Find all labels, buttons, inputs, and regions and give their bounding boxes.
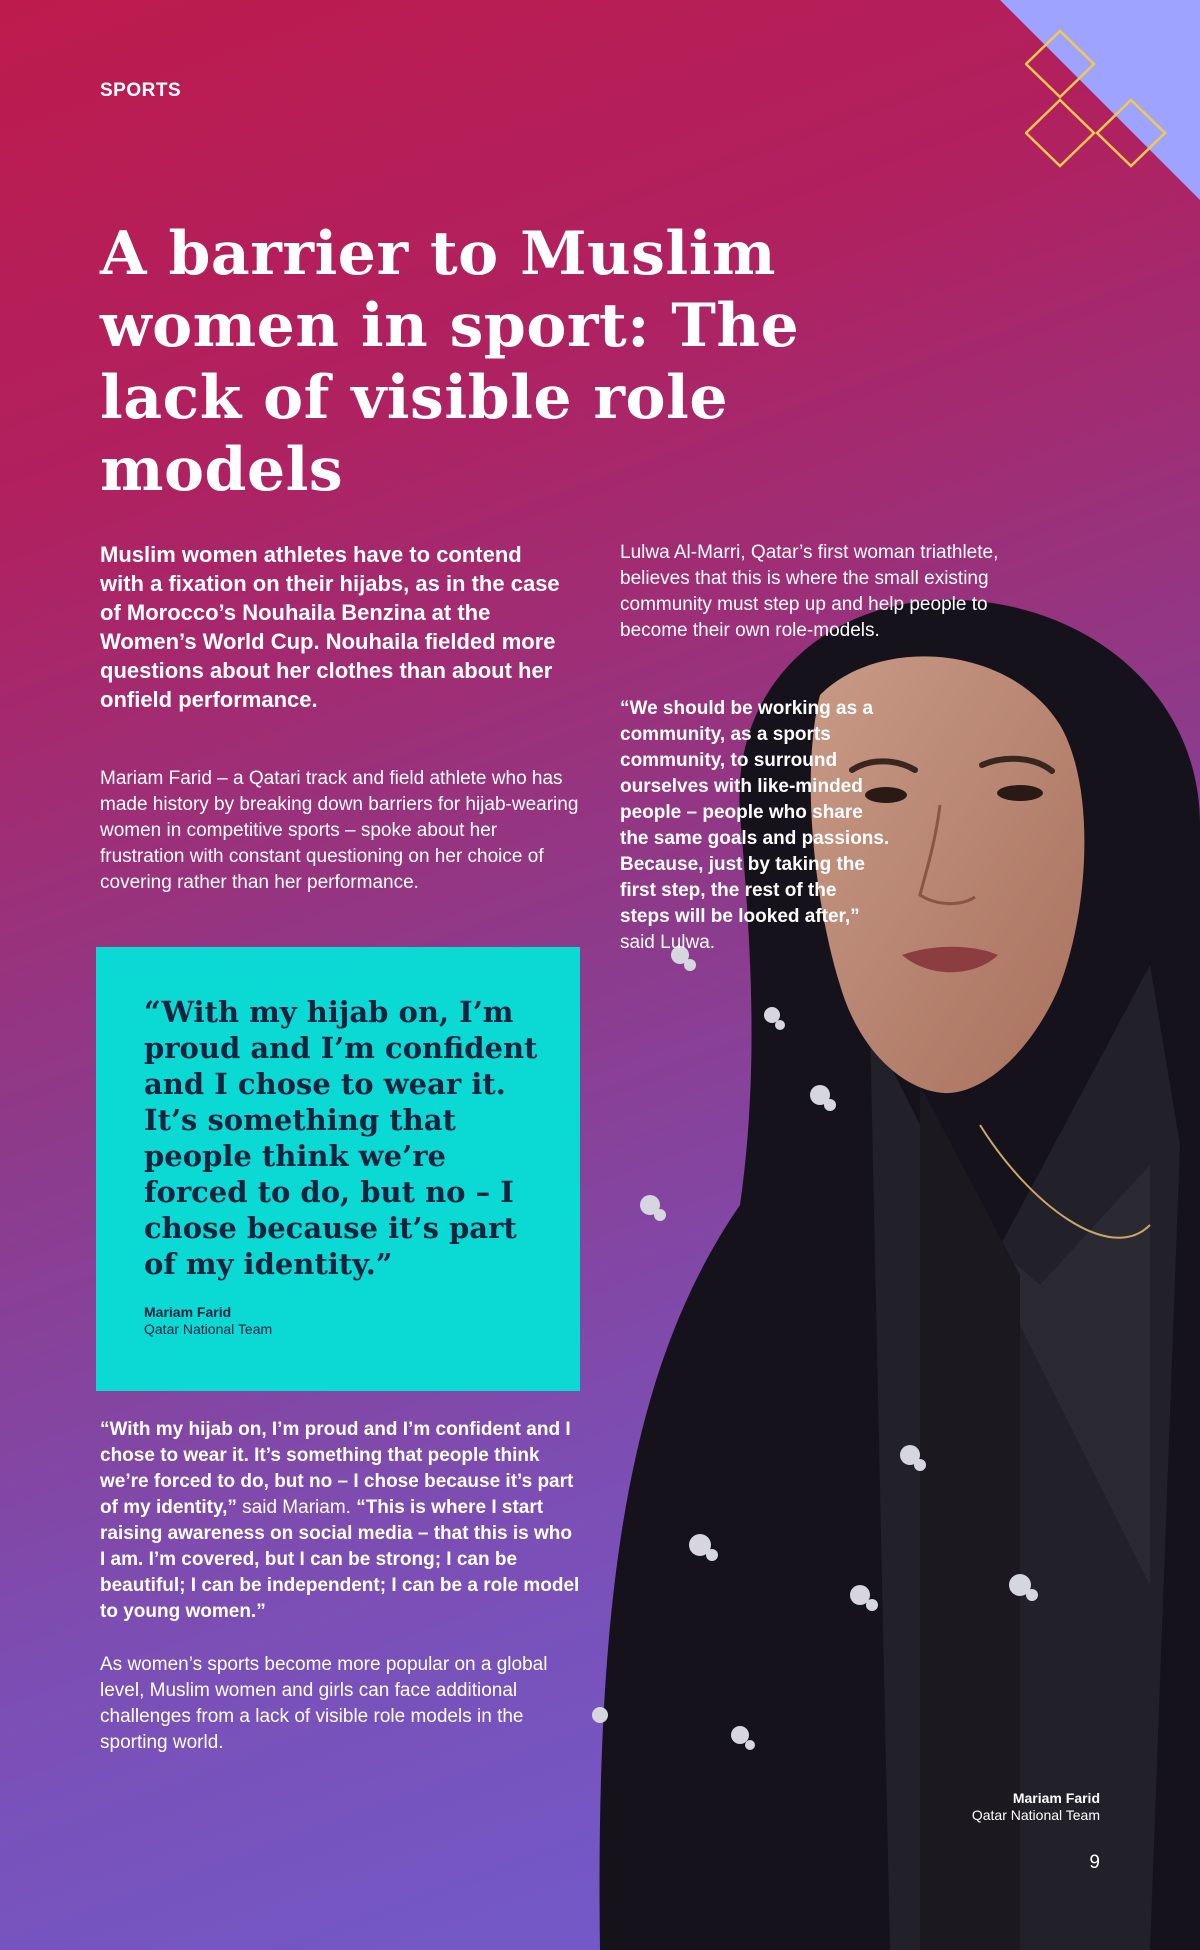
pull-quote-name: Mariam Farid — [144, 1304, 232, 1320]
photo-caption-name: Mariam Farid — [1012, 1790, 1100, 1806]
pull-quote-attribution — [144, 1304, 272, 1338]
body-paragraph-2 — [100, 1417, 580, 1625]
photo-caption-affiliation: Qatar National Team — [971, 1807, 1100, 1823]
lulwa-quote: “We should be working as a community, as a sports community, to surround ourselves with like-minded people – people who share the same goals and passions. Because, just by taking the first step, the rest of the steps will be looked after,” — [620, 698, 890, 927]
pull-quote-affiliation: Qatar National Team — [144, 1321, 273, 1337]
body-paragraph-3: As women’s sports become more popular on a global level, Muslim women and girls can face additional challenges from a lack of visible role models in the sporting world. — [100, 1654, 548, 1753]
quote-part-b: “This is where I start raising awareness on social media – that this is who I am. I’m covered, but I can be strong; I can be beautiful; I can be independent; I can be a role model to young women.” — [100, 1497, 580, 1622]
right-paragraph-1: Lulwa Al-Marri, Qatar’s first woman triathlete, believes that this is where the small existing community must step up and help people to become their own role-models. — [620, 542, 999, 641]
right-paragraph-2 — [620, 696, 890, 956]
said-mariam: said Mariam. — [236, 1497, 357, 1518]
page-number: 9 — [1089, 1852, 1100, 1873]
headline: A barrier to Muslim women in sport: The lack of visible role models — [100, 219, 800, 505]
body-paragraph-1: Mariam Farid – a Qatari track and field athlete who has made history by breaking down barriers for hijab-wearing women in competitive sports – spoke about her frustration with constant questioning on her choice of covering rather than her performance. — [100, 768, 579, 893]
pull-quote-text: “With my hijab on, I’m proud and I’m confident and I chose to wear it. It’s something that people think we’re forced to do, but no – I chose because it’s part of my identity.” — [144, 995, 538, 1281]
quote-part-a: “With my hijab on, I’m proud and I’m confident and I chose to wear it. It’s something that people think we’re forced to do, but no – I chose because it’s part of my identity,” — [100, 1419, 574, 1518]
section-label: SPORTS — [100, 80, 182, 101]
photo-caption — [972, 1790, 1100, 1824]
pull-quote-box — [96, 947, 580, 1391]
said-lulwa: said Lulwa. — [620, 932, 716, 953]
lead-paragraph: Muslim women athletes have to contend with a fixation on their hijabs, as in the case of Morocco’s Nouhaila Benzina at the Women’s World Cup. Nouhaila fielded more questions about her clothes than about her onfield performance. — [100, 542, 560, 712]
diamond-pattern-icon — [1025, 28, 1170, 170]
